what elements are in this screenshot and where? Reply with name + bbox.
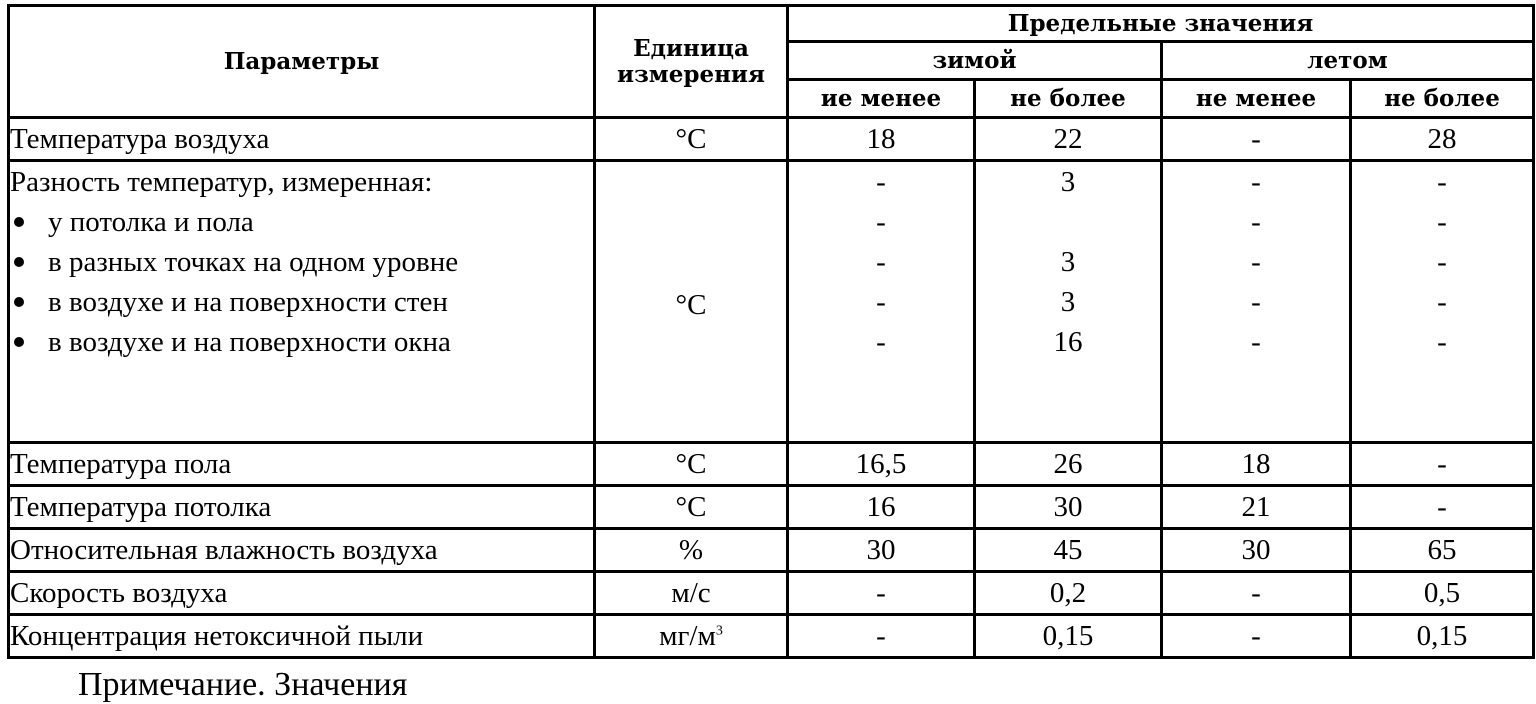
row-winter-max: 0,2 (975, 572, 1162, 615)
diff-summer-max-value: - (1437, 326, 1447, 358)
header-unit: Единица измерения (595, 6, 788, 118)
row-param: Температура воздуха (9, 118, 595, 161)
bullet-icon (14, 297, 24, 307)
row-summer-max: - (1351, 486, 1534, 529)
row-unit: м/с (595, 572, 788, 615)
row-summer-min: 18 (1162, 443, 1351, 486)
diff-winter-min-value: - (876, 166, 886, 198)
row-winter-min: - (788, 572, 975, 615)
footer-text: Примечание. Значения (78, 666, 408, 703)
header-limits: Предельные значения (788, 6, 1534, 42)
table-row (9, 572, 1534, 615)
row-summer-max: - (1351, 443, 1534, 486)
header-summer-min: не менее (1162, 80, 1351, 118)
row-summer-max: 28 (1351, 118, 1534, 161)
table-row (9, 486, 1534, 529)
row-param: Температура потолка (9, 486, 595, 529)
row-winter-min: 16 (788, 486, 975, 529)
row-param: Температура пола (9, 443, 595, 486)
diff-winter-min-value: - (876, 286, 886, 318)
row-winter-max: 26 (975, 443, 1162, 486)
diff-winter-max-value: 3 (1060, 286, 1076, 318)
unit-superscript: 3 (715, 623, 723, 639)
diff-winter-min-value: - (876, 246, 886, 278)
row-summer-min: 21 (1162, 486, 1351, 529)
row-winter-max: 45 (975, 529, 1162, 572)
table-row (9, 118, 1534, 161)
row-summer-min: - (1162, 572, 1351, 615)
diff-item-label: в воздухе и на поверхности стен (48, 286, 448, 318)
row-summer-max: 0,15 (1351, 615, 1534, 658)
diff-unit: °C (595, 161, 788, 443)
diff-summer-min-value: - (1251, 166, 1261, 198)
row-summer-max: 0,5 (1351, 572, 1534, 615)
diff-item-label: в разных точках на одном уровне (48, 246, 459, 278)
row-winter-max: 30 (975, 486, 1162, 529)
diff-title: Разность температур, измеренная: (10, 166, 433, 198)
header-parameters: Параметры (9, 6, 595, 118)
diff-winter-min-value: - (876, 206, 886, 238)
table-row (9, 615, 1534, 658)
bullet-icon (14, 257, 24, 267)
row-winter-min: 18 (788, 118, 975, 161)
row-winter-min: 16,5 (788, 443, 975, 486)
diff-winter-max-value: 3 (1060, 246, 1076, 278)
diff-summer-max-cell (1351, 161, 1534, 443)
row-winter-min: - (788, 615, 975, 658)
diff-list (10, 202, 593, 362)
row-summer-min: - (1162, 615, 1351, 658)
diff-summer-min-cell (1162, 161, 1351, 443)
list-item (10, 242, 593, 282)
diff-winter-max-value: 3 (1060, 166, 1076, 198)
diff-winter-min-cell (788, 161, 975, 443)
header-winter-min: ие менее (788, 80, 975, 118)
diff-summer-max-value: - (1437, 166, 1447, 198)
row-param: Концентрация нетоксичной пыли (9, 615, 595, 658)
header-summer: летом (1162, 42, 1534, 80)
row-summer-max: 65 (1351, 529, 1534, 572)
row-unit: °C (595, 443, 788, 486)
diff-summer-min-value: - (1251, 206, 1261, 238)
header-winter-max: не более (975, 80, 1162, 118)
diff-summer-min-value: - (1251, 326, 1261, 358)
table-row-temperature-difference (9, 161, 1534, 443)
diff-winter-max-cell (975, 161, 1162, 443)
diff-winter-min-value: - (876, 326, 886, 358)
list-item (10, 202, 593, 242)
bullet-icon (14, 337, 24, 347)
diff-item-label: у потолка и пола (48, 206, 254, 238)
bullet-icon (14, 217, 24, 227)
row-winter-min: 30 (788, 529, 975, 572)
list-item (10, 322, 593, 362)
row-summer-min: - (1162, 118, 1351, 161)
list-item (10, 282, 593, 322)
row-unit-cell (595, 615, 788, 658)
row-winter-max: 0,15 (975, 615, 1162, 658)
table-row (9, 529, 1534, 572)
row-winter-max: 22 (975, 118, 1162, 161)
row-unit: % (595, 529, 788, 572)
diff-summer-max-value: - (1437, 206, 1447, 238)
header-winter: зимой (788, 42, 1162, 80)
row-unit: °C (595, 118, 788, 161)
diff-param-cell (9, 161, 595, 443)
table-row (9, 443, 1534, 486)
row-param: Скорость воздуха (9, 572, 595, 615)
diff-winter-max-value: 16 (1053, 326, 1083, 358)
diff-summer-min-value: - (1251, 246, 1261, 278)
row-unit: °C (595, 486, 788, 529)
header-summer-max: не более (1351, 80, 1534, 118)
row-summer-min: 30 (1162, 529, 1351, 572)
diff-summer-max-value: - (1437, 286, 1447, 318)
diff-item-label: в воздухе и на поверхности окна (48, 326, 451, 358)
diff-winter-max-value (976, 202, 1160, 242)
diff-summer-min-value: - (1251, 286, 1261, 318)
diff-summer-max-value: - (1437, 246, 1447, 278)
row-unit: мг/м (659, 620, 716, 652)
norms-table (7, 4, 1535, 659)
row-param: Относительная влажность воздуха (9, 529, 595, 572)
